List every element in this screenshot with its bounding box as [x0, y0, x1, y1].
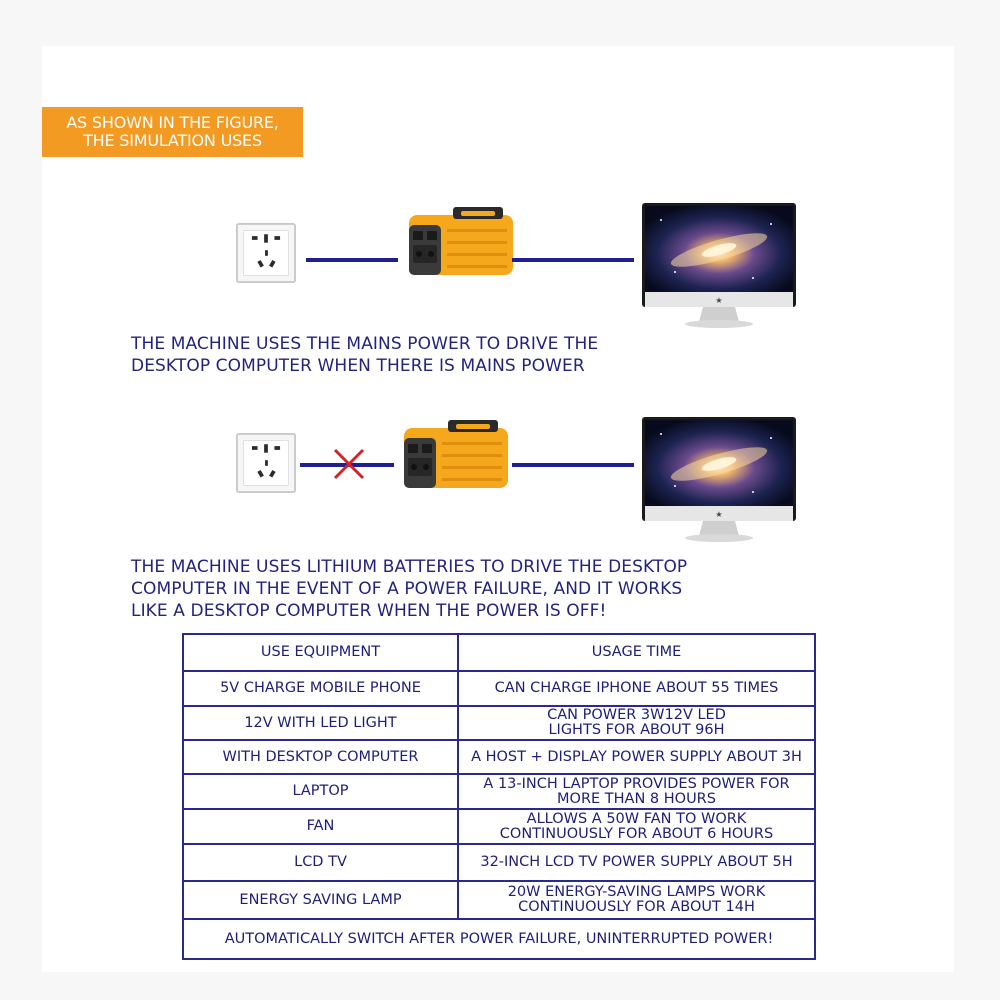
table-footer-row: [183, 919, 815, 959]
header-equipment: USE EQUIPMENT: [183, 634, 458, 671]
usage-time-cell: CAN CHARGE IPHONE ABOUT 55 TIMES: [458, 671, 815, 706]
table-row: [183, 740, 815, 774]
table-row: [183, 881, 815, 919]
scenario-1-description: [131, 333, 598, 377]
usage-time-cell: CAN POWER 3W12V LED LIGHTS FOR ABOUT 96H: [458, 706, 815, 740]
mains-connection-line: [306, 257, 398, 263]
equipment-cell: 12V WITH LED LIGHT: [183, 706, 458, 740]
scenario-2-line-1: THE MACHINE USES LITHIUM BATTERIES TO DRIVE THE DESKTOP: [131, 557, 688, 577]
table-header-row: [183, 634, 815, 671]
output-connection-line: [512, 462, 634, 468]
equipment-cell: ENERGY SAVING LAMP: [183, 881, 458, 919]
power-station-icon: [402, 410, 510, 498]
wall-outlet-icon: [236, 222, 296, 284]
table-row: [183, 844, 815, 881]
equipment-cell: 5V CHARGE MOBILE PHONE: [183, 671, 458, 706]
usage-table: [182, 633, 816, 960]
equipment-cell: LAPTOP: [183, 774, 458, 809]
usage-time-cell: 32-INCH LCD TV POWER SUPPLY ABOUT 5H: [458, 844, 815, 881]
equipment-cell: WITH DESKTOP COMPUTER: [183, 740, 458, 774]
scenario-2-description: [131, 556, 687, 622]
scenario-1-line-1: THE MACHINE USES THE MAINS POWER TO DRIVE THE: [131, 334, 599, 354]
table-row: [183, 809, 815, 844]
equipment-cell: LCD TV: [183, 844, 458, 881]
scenario-1-line-2: DESKTOP COMPUTER WHEN THERE IS MAINS POWER: [131, 356, 585, 376]
power-station-icon: [407, 205, 515, 277]
section-badge: [42, 107, 303, 157]
cross-icon: [331, 446, 367, 482]
output-connection-line: [512, 257, 634, 263]
wall-outlet-icon: [236, 432, 296, 494]
usage-time-cell: 20W ENERGY-SAVING LAMPS WORK CONTINUOUSLY FOR ABOUT 14H: [458, 881, 815, 919]
badge-line-2: THE SIMULATION USES: [83, 131, 262, 150]
table-row: [183, 774, 815, 809]
table-footer-note: AUTOMATICALLY SWITCH AFTER POWER FAILURE, UNINTERRUPTED POWER!: [183, 919, 815, 959]
table-row: [183, 706, 815, 740]
table-row: [183, 671, 815, 706]
scenario-2-line-3: LIKE A DESKTOP COMPUTER WHEN THE POWER IS OFF!: [131, 601, 607, 621]
header-usage-time: USAGE TIME: [458, 634, 815, 671]
scenario-2-line-2: COMPUTER IN THE EVENT OF A POWER FAILURE, AND IT WORKS: [131, 579, 683, 599]
usage-time-cell: ALLOWS A 50W FAN TO WORK CONTINUOUSLY FOR ABOUT 6 HOURS: [458, 809, 815, 844]
usage-time-cell: A 13-INCH LAPTOP PROVIDES POWER FOR MORE THAN 8 HOURS: [458, 774, 815, 809]
badge-line-1: AS SHOWN IN THE FIGURE,: [66, 113, 279, 132]
desktop-monitor-icon: [641, 202, 797, 330]
equipment-cell: FAN: [183, 809, 458, 844]
desktop-monitor-icon: [641, 416, 797, 544]
usage-time-cell: A HOST + DISPLAY POWER SUPPLY ABOUT 3H: [458, 740, 815, 774]
